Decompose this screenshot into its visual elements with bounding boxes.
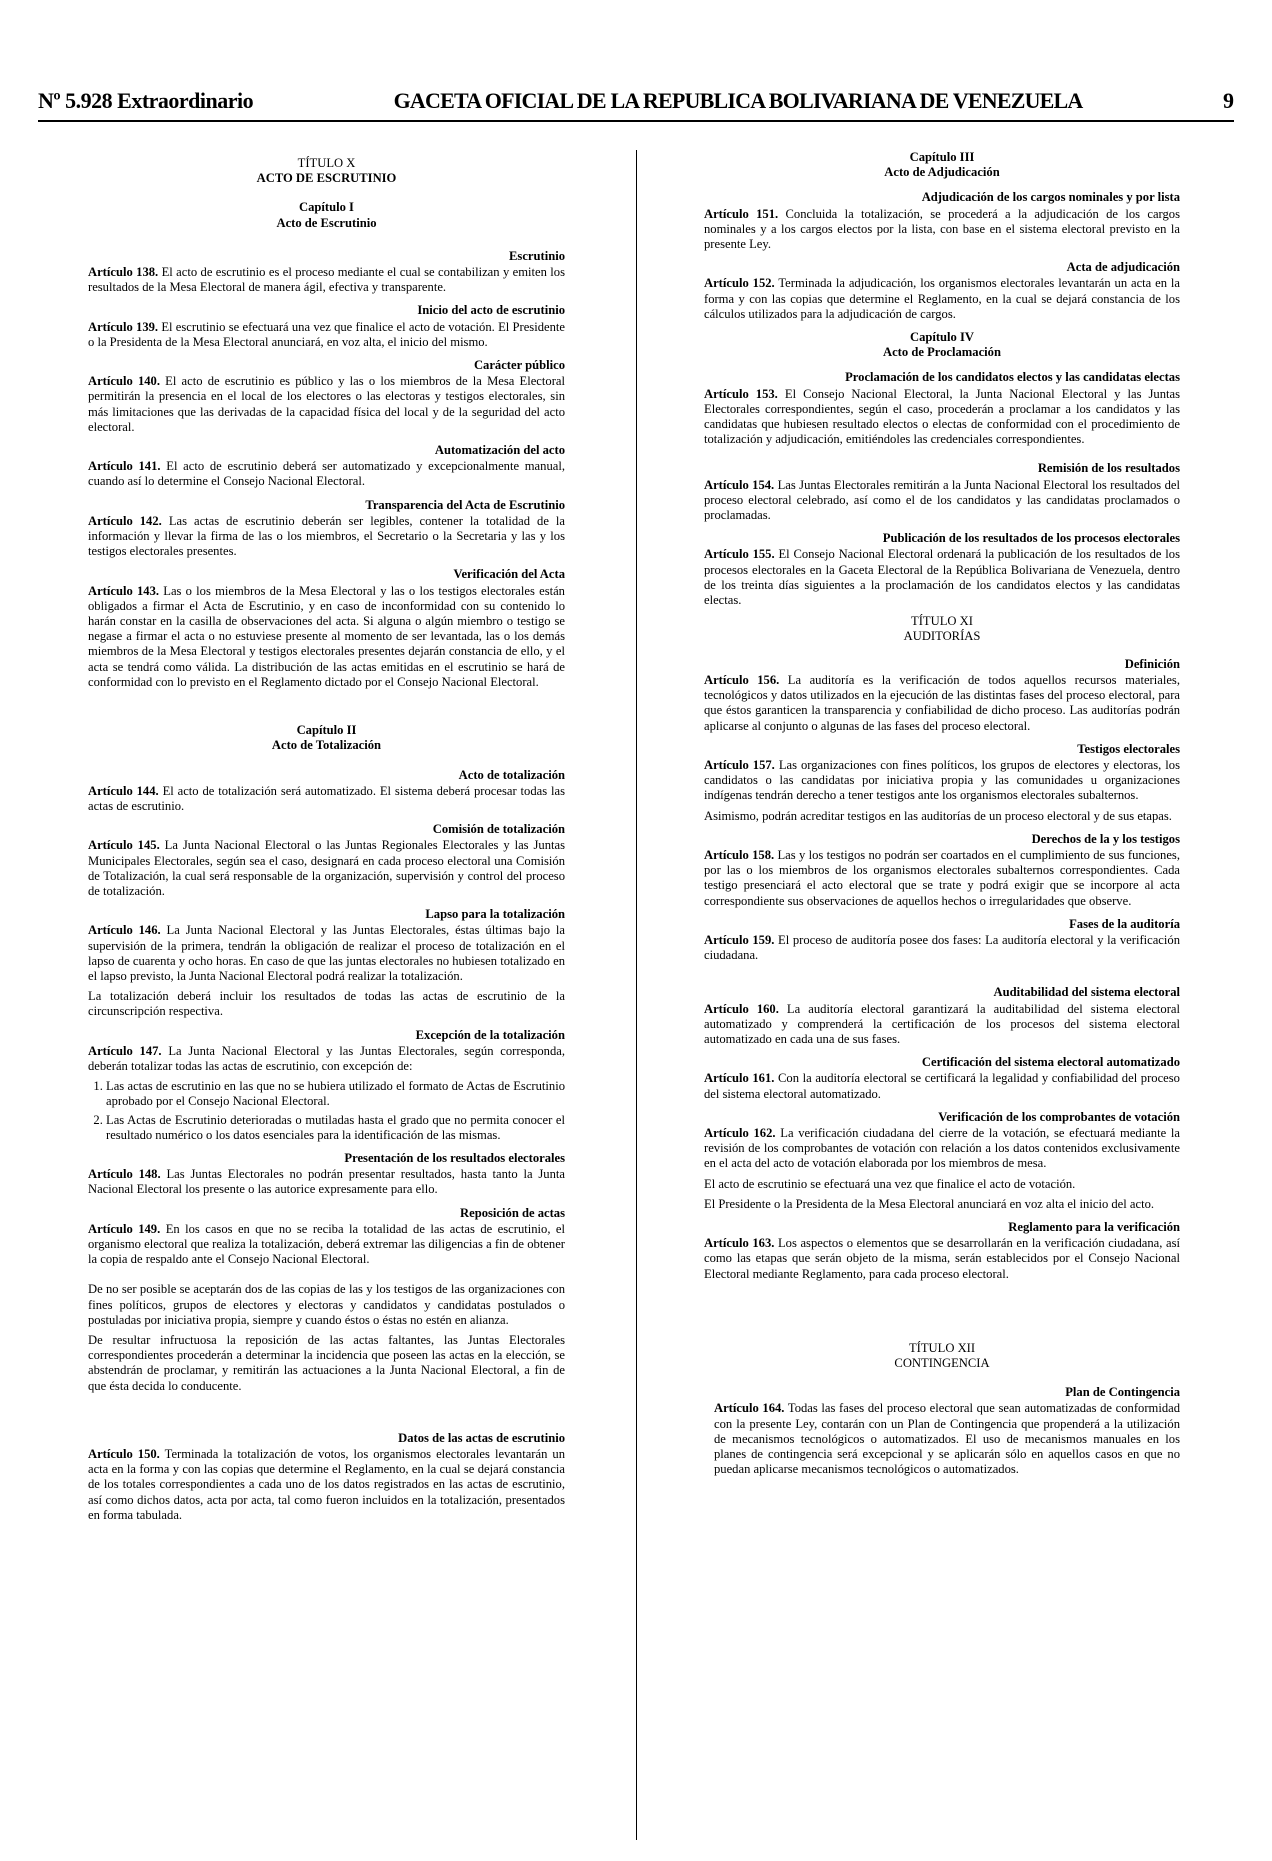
title-name: CONTINGENCIA — [894, 1356, 990, 1370]
page-number: 9 — [1223, 88, 1234, 113]
article-heading: Proclamación de los candidatos electos y las candidatas electas — [845, 370, 1180, 385]
article-155: Artículo 155. El Consejo Nacional Electoral ordenará la publicación de los resultados de los procesos electorales en la Gaceta Electoral de la República Bolivariana de Venezuela, dentro de los treinta días siguientes a la proclamación de los candidatos electos y las candidatas electas. — [704, 547, 1180, 608]
title-heading: TÍTULO XII — [908, 1340, 976, 1355]
article-162-paragraph: El acto de escrutinio se efectuará una vez que finalice el acto de votación. — [704, 1176, 1076, 1191]
article-158: Artículo 158. Las y los testigos no podrán ser coartados en el cumplimiento de sus funciones, por las o los miembros de los organismos electorales subalternos correspondientes. Cada testigo presenciará el acto electoral que se trate y podrá exigir que se incorpore al acta correspondiente sus observaciones de aquellos hechos o irregularidades que observe. — [704, 847, 1180, 908]
article-heading: Certificación del sistema electoral automatizado — [921, 1055, 1180, 1070]
article-142: Artículo 142. Las actas de escrutinio deberán ser legibles, contener la totalidad de la información y llevar la firma de las o los miembros, el Secretario o la Secretaria y las y los testigos electorales presentes. — [88, 513, 565, 559]
article-heading: Reposición de actas — [460, 1205, 565, 1220]
article-146-paragraph: La totalización deberá incluir los resultados de todas las actas de escrutinio de la circunscripción respectiva. — [88, 989, 565, 1019]
title-heading: TÍTULO XI — [911, 614, 973, 629]
article-141: Artículo 141. El acto de escrutinio deberá ser automatizado y excepcionalmente manual, cuando así lo determine el Consejo Nacional Electoral. — [88, 459, 565, 489]
article-154: Artículo 154. Las Juntas Electorales remitirán a la Junta Nacional Electoral los resultados del proceso electoral celebrado, así como el de los candidatos y las candidatas proclamados o proclamadas. — [704, 477, 1180, 523]
chapter-name: Acto de Totalización — [271, 738, 382, 753]
left-column — [88, 150, 565, 1528]
article-152: Artículo 152. Terminada la adjudicación, los organismos electorales levantarán un acta en la forma y con las copias que determine el Reglamento, en la cual se dejará constancia de los cálculos utilizados para la adjudicación de cargos. — [704, 276, 1180, 321]
article-153: Artículo 153. El Consejo Nacional Electoral, la Junta Nacional Electoral y las Juntas Electorales correspondientes, según el caso, procederán a proclamar a los candidatos y las candidatas que hubiesen resultado electos o electas de conformidad con el procedimiento de totalización y adjudicación, emitiéndoles las credenciales correspondientes. — [704, 386, 1180, 447]
article-162: Artículo 162. La verificación ciudadana del cierre de la votación, se efectuará mediante la revisión de los comprobantes de votación con relación a los datos contenidos exclusivamente en el acta del acto de votación elaborada por los miembros de mesa. — [704, 1125, 1180, 1171]
article-heading: Acto de totalización — [458, 767, 565, 782]
article-149-paragraph: De no ser posible se aceptarán dos de las copias de las y los testigos de las organizaciones con fines políticos, grupos de electores y electoras y candidatos y candidatas postulados o postuladas por iniciativa propia, siempre y cuando éstos o éstas no estén en alianza. — [88, 1282, 565, 1327]
article-143: Artículo 143. Las o los miembros de la Mesa Electoral y las o los testigos electorales están obligados a firmar el Acta de Escrutinio, y en caso de inconformidad con su contenido lo harán constar en la casilla de observaciones del acta. Si alguna o algún miembro o testigo se negase a firmar el acta o no estuviese presente al momento de ser levantada, las o los demás miembros de la Mesa Electoral y testigos electorales presentes dejarán constancia de ello, y el acta se tendrá como válida. La distribución de las actas emitidas en el escrutinio se hará de conformidad con lo previsto en el Reglamento dictado por el Consejo Nacional Electoral. — [88, 583, 565, 689]
article-heading: Plan de Contingencia — [1065, 1385, 1180, 1400]
issue-number: Nº 5.928 Extraordinario — [38, 88, 254, 113]
article-heading: Remisión de los resultados — [1037, 461, 1180, 476]
article-163: Artículo 163. Los aspectos o elementos que se desarrollarán en la verificación ciudadana, así como las etapas que serán objeto de la misma, serán establecidos por el Consejo Nacional Electoral mediante Reglamento, para cada proceso electoral. — [704, 1236, 1180, 1281]
article-heading: Carácter público — [473, 358, 565, 373]
list-item: 2. Las Actas de Escrutinio deterioradas o mutiladas hasta el grado que no permita conocer el resultado numérico o los datos esenciales para la identificación de las mismas. — [106, 1113, 565, 1143]
title-name: AUDITORÍAS — [903, 629, 981, 644]
article-145: Artículo 145. La Junta Nacional Electoral o las Juntas Regionales Electorales y las Juntas Municipales Electorales, según sea el caso, designará en cada proceso electoral una Comisión de Totalización, la cual será responsable de la organización, supervisión y control del proceso de totalización. — [88, 838, 565, 898]
article-heading: Auditabilidad del sistema electoral — [993, 985, 1180, 1000]
article-heading: Presentación de los resultados electorales — [344, 1150, 565, 1165]
article-139: Artículo 139. El escrutinio se efectuará una vez que finalice el acto de votación. El Presidente o la Presidenta de la Mesa Electoral anunciará, en voz alta, el inicio del mismo. — [88, 319, 565, 349]
list-item: 1. Las actas de escrutinio en las que no se hubiera utilizado el formato de Actas de Escrutinio aprobado por el Consejo Nacional Electoral. — [106, 1079, 565, 1109]
chapter-heading: Capítulo III — [909, 150, 975, 164]
article-heading: Definición — [1124, 656, 1180, 671]
header-rule — [38, 120, 1234, 122]
article-147-list — [88, 1079, 565, 1143]
article-heading: Automatización del acto — [434, 443, 565, 458]
article-161: Artículo 161. Con la auditoría electoral se certificará la legalidad y confiabilidad del proceso del sistema electoral automatizado. — [704, 1071, 1180, 1101]
article-148: Artículo 148. Las Juntas Electorales no podrán presentar resultados, hasta tanto la Junta Nacional Electoral los presente o las autorice expresamente para ello. — [88, 1167, 565, 1197]
article-162-paragraph: El Presidente o la Presidenta de la Mesa Electoral anunciará en voz alta el inicio del acto. — [704, 1196, 1155, 1211]
article-146: Artículo 146. La Junta Nacional Electoral y las Juntas Electorales, éstas últimas bajo la supervisión de la primera, tendrán la obligación de realizar el proceso de totalización en el lapso de cuarenta y ocho horas. En caso de que las juntas electorales no hubiesen totalizado en el lapso previsto, la Junta Nacional Electoral podrá realizar la totalización. — [88, 923, 565, 983]
article-heading: Publicación de los resultados de los procesos electorales — [882, 531, 1180, 546]
article-138: Artículo 138. El acto de escrutinio es el proceso mediante el cual se contabilizan y emiten los resultados de la Mesa Electoral de manera ágil, efectiva y transparente. — [88, 265, 565, 295]
chapter-name: Acto de Proclamación — [883, 345, 1001, 360]
title-heading: TÍTULO X — [297, 156, 356, 170]
article-150: Artículo 150. Terminada la totalización de votos, los organismos electorales levantarán un acta en la forma y con las copias que determine el Reglamento, en la cual se dejará constancia de los totales correspondientes a cada uno de los datos registrados en las actas de escrutinio, así como dichos datos, acta por acta, tal como fueron incluidos en la totalización, presentados en forma tabulada. — [88, 1447, 565, 1522]
article-heading: Escrutinio — [509, 248, 565, 263]
article-151: Artículo 151. Concluida la totalización, se procederá a la adjudicación de los cargos nominales y a los cargos electos por la lista, con base en el sistema electoral previsto en la presente Ley. — [704, 206, 1180, 252]
article-heading: Verificación del Acta — [453, 567, 565, 582]
article-156: Artículo 156. La auditoría es la verificación de todos aquellos recursos materiales, tecnológicos y datos utilizados en la ejecución de las distintas fases del proceso electoral, para que éstos garanticen la transparencia y confiabilidad de dicho proceso. Las auditorías podrán aplicarse al conjunto o algunas de las fases del proceso electoral. — [704, 672, 1180, 733]
article-149-paragraph: De resultar infructuosa la reposición de las actas faltantes, las Juntas Electorales correspondientes procederán a determinar la incidencia que poseen las actas en la elección, se abstendrán de proclamar, y remitirán las actuaciones a la Junta Nacional Electoral, a fin de que ésta decida lo conducente. — [88, 1333, 565, 1393]
article-heading: Verificación de los comprobantes de votación — [938, 1109, 1180, 1124]
article-164: Artículo 164. Todas las fases del proceso electoral que sean automatizadas de conformidad con la presente Ley, contarán con un Plan de Contingencia que propenderá a la utilización de mecanismos tecnológicos o automatizados. El uso de mecanismos manuales en los planes de contingencia será excepcional y se aplicarán sólo en aquellos casos en que no puedan aplicarse mecanismos tecnológicos o automatizados. — [714, 1401, 1181, 1477]
article-heading: Excepción de la totalización — [415, 1027, 565, 1042]
article-144: Artículo 144. El acto de totalización será automatizado. El sistema deberá procesar todas las actas de escrutinio. — [88, 783, 565, 813]
article-heading: Datos de las actas de escrutinio — [398, 1430, 565, 1445]
chapter-heading: Capítulo I — [299, 200, 354, 215]
article-160: Artículo 160. La auditoría electoral garantizará la auditabilidad del sistema electoral automatizado y comprenderá la certificación de los procesos del sistema electoral automatizado en cada una de sus fases. — [704, 1001, 1180, 1046]
article-heading: Comisión de totalización — [432, 822, 565, 837]
article-159: Artículo 159. El proceso de auditoría posee dos fases: La auditoría electoral y la verificación ciudadana. — [704, 932, 1180, 963]
article-heading: Acta de adjudicación — [1066, 260, 1180, 275]
article-140: Artículo 140. El acto de escrutinio es público y las o los miembros de la Mesa Electoral permitirán la presencia en el local de los electores o las electoras y testigos electorales, sin más limitaciones que las derivadas de la capacidad física del local y de la seguridad del acto electoral. — [88, 374, 565, 434]
article-heading: Transparencia del Acta de Escrutinio — [365, 497, 565, 512]
article-heading: Derechos de la y los testigos — [1031, 831, 1180, 846]
article-157-paragraph: Asimismo, podrán acreditar testigos en las auditorías de un proceso electoral y de sus etapas. — [704, 808, 1172, 823]
page-header — [38, 88, 1234, 116]
article-heading: Testigos electorales — [1077, 741, 1180, 756]
article-147: Artículo 147. La Junta Nacional Electoral y las Juntas Electorales, según corresponda, deberán totalizar todas las actas de escrutinio, con excepción de: — [88, 1043, 565, 1073]
column-divider — [636, 150, 637, 1840]
chapter-name: Acto de Adjudicación — [884, 165, 1000, 180]
article-149: Artículo 149. En los casos en que no se reciba la totalidad de las actas de escrutinio, el organismo electoral que realiza la totalización, deberá extremar las diligencias a fin de obtener la copia de respaldo ante el Consejo Nacional Electoral. — [88, 1221, 565, 1267]
chapter-heading: Capítulo II — [296, 723, 357, 738]
article-heading: Inicio del acto de escrutinio — [417, 303, 565, 318]
chapter-name: Acto de Escrutinio — [276, 215, 377, 230]
article-157: Artículo 157. Las organizaciones con fines políticos, los grupos de electores y electoras, los candidatos o las candidatas por iniciativa propia y las comunidades u organizaciones indígenas tendrán derecho a tener testigos ante los organismos electorales subalternos. — [704, 757, 1180, 803]
article-heading: Fases de la auditoría — [1069, 916, 1180, 931]
article-heading: Reglamento para la verificación — [1008, 1219, 1180, 1234]
chapter-heading: Capítulo IV — [909, 330, 975, 345]
article-heading: Adjudicación de los cargos nominales y por lista — [921, 190, 1180, 205]
gazette-title: GACETA OFICIAL DE LA REPUBLICA BOLIVARIANA DE VENEZUELA — [393, 88, 1083, 113]
title-name: ACTO DE ESCRUTINIO — [256, 171, 397, 186]
right-column — [704, 150, 1180, 1482]
article-heading: Lapso para la totalización — [425, 907, 565, 922]
